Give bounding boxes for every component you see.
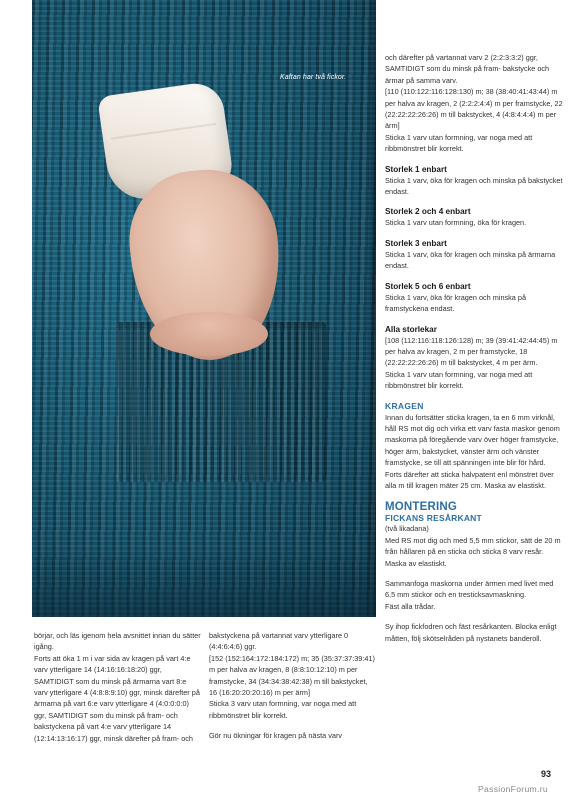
watermark: PassionForum.ru [478,784,548,794]
paragraph: Fäst alla trådar. [385,601,436,611]
section-heading: MONTERING [385,501,458,514]
paragraph: Sammanfoga maskorna under ärmen med livet med 6,5 mm stickor och en tresticksavmaskning. [385,579,554,600]
section-heading: Storlek 2 och 4 enbart [385,207,471,217]
paragraph: [108 (112:116:118:126:128) m; 39 (39:41:42:44:45) m per halva av kragen, 2 m per framstycke, 18 (22:22:22:26:26) m till bakstycket, 4 m per ärm. [385,335,558,368]
photo-caption: Kaftan har två fickor. [280,74,347,81]
hand-knuckles [150,312,268,356]
paragraph: Med RS mot dig och med 5,5 mm stickor, sätt de 20 m från hållaren på en sticka och sticka 8 varv resår. [385,535,561,557]
paragraph: Forts därefter att sticka halvpatent enl mönstret över alla m till kragen mäter 25 cm. Maska av elastiskt. [385,469,554,490]
paragraph: Sticka 1 varv utan formning, var noga med att ribbmönstret blir korrekt. [385,132,533,154]
paragraph: Gör nu ökningar för kragen på nästa varv [209,731,343,741]
paragraph: Sticka 1 varv, öka för kragen och minska på framstyckena endast. [385,292,527,314]
instructions-bottom-column-1 [34,630,202,744]
instructions-bottom-column-2 [209,630,377,742]
paragraph: börjar, och läs igenom hela avsnittet innan du sätter igång. [34,631,201,652]
section-heading: Storlek 5 och 6 enbart [385,281,471,291]
paragraph: Sticka 1 varv utan formning, öka för kragen. [385,218,527,228]
section-heading: FICKANS RESÅRKANT [385,513,482,524]
section-heading: Storlek 3 enbart [385,238,447,248]
paragraph: Innan du fortsätter sticka kragen, ta en 6 mm virknål, håll RS mot dig och virka ett varv fasta maskor genom maskorna på föregående varv över höger framstycke, höger ärm, bakstycket, vänster ärm och vänster framstycke, se till att spänningen inte blir för hård. [385,412,560,468]
paragraph: Maska av elastiskt. [385,558,447,568]
paragraph: Sticka 1 varv utan formning, var noga med att ribbmönstret blir korrekt. [385,369,533,391]
page-number: 93 [541,769,552,779]
paragraph: Forts att öka 1 m i var sida av kragen på vart 4:e varv ytterligare 14 (14:16:16:18:20) ggr, SAMTIDIGT som du minsk på ärmarna vart 8:e varv ytterligare 4 (4:8:8:9:10) ggr, minsk därefter på ärmarna på vart 6:e varv ytterligare 4 (4:0:0:0:0) ggr, SAMTIDIGT som du minsk på fram- och bakstyckena på vart 4:e varv ytterligare 14 (12:14:13:16:17) ggr, minsk därefter på fram- och [34,653,200,743]
paragraph: Sy ihop fickfodren och fäst resårkanten. Blocka enligt måtten, följ skötselråden på nystanets banderoll. [385,622,557,643]
photo-lower-shade [32,547,376,617]
knitted-cardigan-photo [32,0,376,617]
section-heading: Storlek 1 enbart [385,164,447,174]
paragraph: bakstyckena på vartannat varv ytterligare 0 (4:4:6:4:6) ggr. [209,631,349,652]
paragraph: Sticka 1 varv, öka för kragen och minska på ärmarna endast. [385,249,556,271]
paragraph: [152 (152:164:172:184:172) m; 35 (35:37:37:39:41) m per halva av kragen, 8 (8:8:10:12:10) m per framstycke, 34 (34:34:38:42:38) m till bakstycket, 16 (16:20:20:20:16) m per ärm] [209,653,375,698]
section-heading: Alla storlekar [385,324,437,334]
paragraph: Sticka 1 varv, öka för kragen och minska på bakstycket endast. [385,175,563,197]
photo-edge-shade [366,0,376,617]
instructions-right-column [385,52,565,644]
section-heading: KRAGEN [385,400,424,411]
paragraph: [110 (110:122:116:128:130) m; 38 (38:40:41:43:44) m per halva av kragen, 2 (2:2:2:4:4) m per framstycke, 22 (22:22:22:26:26) m till bakstycket, 4 (4:8:4:4:4) m per ärm] [385,87,563,131]
paragraph: och därefter på vartannat varv 2 (2:2:3:3:2) ggr, SAMTIDIGT som du minsk på fram- bakstycke och ärmar på samma varv. [385,53,550,85]
paragraph: Sticka 3 varv utan formning, var noga med att ribbmönstret blir korrekt. [209,699,357,720]
paragraph: (två likadana) [385,524,429,534]
